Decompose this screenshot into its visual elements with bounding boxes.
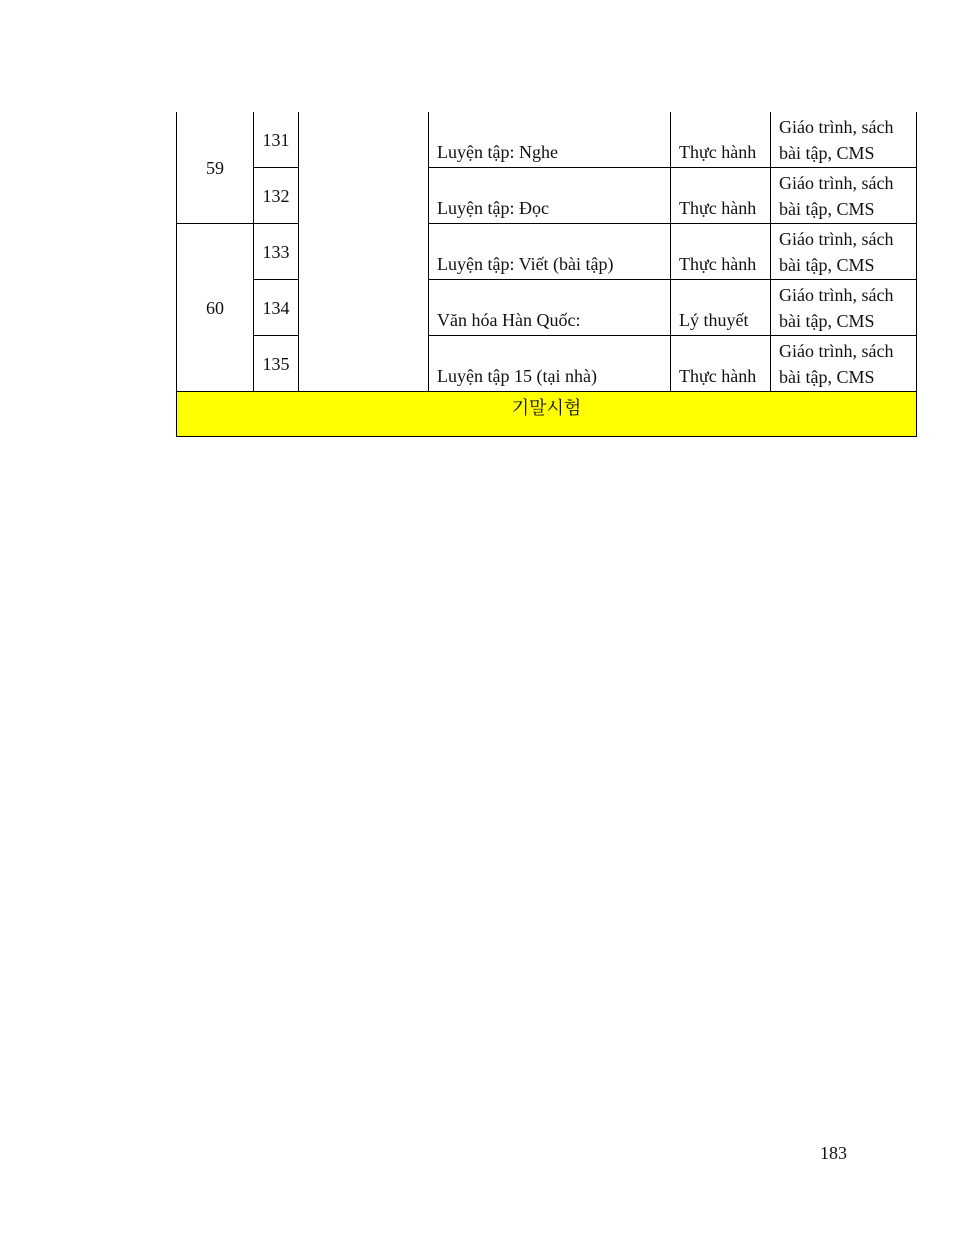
schedule-table: [176, 112, 917, 437]
lesson-content: Luyện tập: Nghe: [429, 112, 671, 168]
lesson-material: [771, 336, 917, 392]
material-line: bài tập, CMS: [779, 254, 875, 275]
material-line: Giáo trình, sách: [779, 172, 894, 193]
lesson-content: Luyện tập: Viết (bài tập): [429, 224, 671, 280]
week-cell: 59: [177, 112, 254, 224]
lesson-content: Văn hóa Hàn Quốc:: [429, 280, 671, 336]
lesson-material: [771, 112, 917, 168]
lesson-number: 133: [254, 224, 299, 280]
material-line: Giáo trình, sách: [779, 284, 894, 305]
material-line: bài tập, CMS: [779, 366, 875, 387]
empty-column-cell: [299, 112, 429, 392]
table-row: [177, 168, 917, 224]
lesson-material: [771, 168, 917, 224]
week-cell: 60: [177, 224, 254, 392]
lesson-material: [771, 224, 917, 280]
lesson-number: 134: [254, 280, 299, 336]
lesson-material: [771, 280, 917, 336]
table-row: [177, 224, 917, 280]
table-row: [177, 112, 917, 168]
material-line: Giáo trình, sách: [779, 340, 894, 361]
material-line: Giáo trình, sách: [779, 228, 894, 249]
page-number: 183: [820, 1143, 847, 1163]
lesson-number: 135: [254, 336, 299, 392]
material-line: bài tập, CMS: [779, 198, 875, 219]
lesson-content: Luyện tập: Đọc: [429, 168, 671, 224]
lesson-type: Thực hành: [671, 224, 771, 280]
table-row: [177, 336, 917, 392]
lesson-content: Luyện tập 15 (tại nhà): [429, 336, 671, 392]
table-row: [177, 280, 917, 336]
lesson-type: Lý thuyết: [671, 280, 771, 336]
material-line: bài tập, CMS: [779, 310, 875, 331]
lesson-type: Thực hành: [671, 168, 771, 224]
final-exam-row: [177, 392, 917, 437]
lesson-number: 131: [254, 112, 299, 168]
lesson-type: Thực hành: [671, 112, 771, 168]
lesson-number: 132: [254, 168, 299, 224]
final-exam-label: 기말시험: [177, 392, 917, 437]
material-line: Giáo trình, sách: [779, 116, 894, 137]
material-line: bài tập, CMS: [779, 142, 875, 163]
lesson-type: Thực hành: [671, 336, 771, 392]
